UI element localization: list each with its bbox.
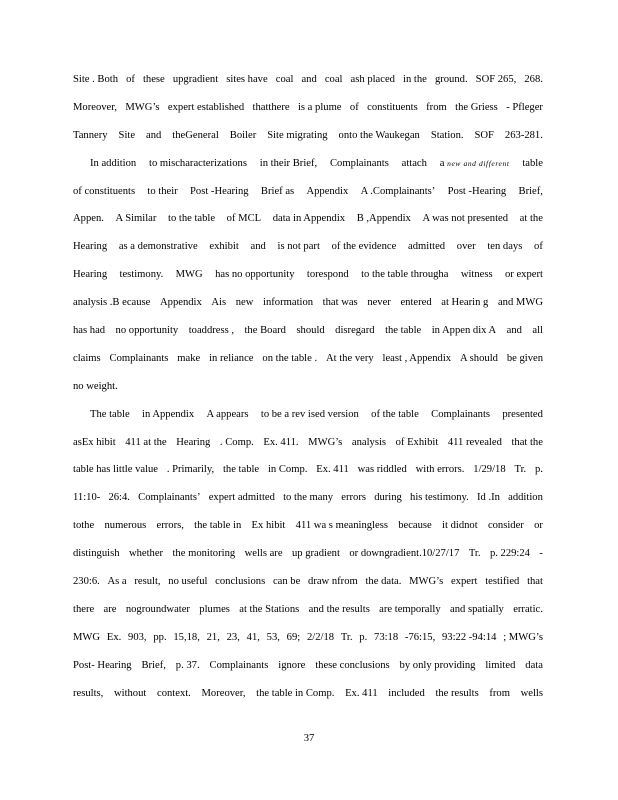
text-word: 23, — [226, 631, 240, 643]
text-word: Id .In — [477, 492, 500, 504]
text-word: ash placed — [350, 74, 395, 85]
text-word: there — [73, 603, 95, 615]
text-word: of the table — [371, 408, 419, 420]
text-line — [73, 122, 543, 150]
text-word: and MWG — [497, 297, 543, 309]
text-word: Complainants — [209, 659, 269, 671]
text-word: - Pfleger — [506, 101, 543, 113]
text-line — [73, 317, 543, 345]
text-word: Ex. — [106, 631, 122, 643]
text-word: ten days — [487, 241, 523, 253]
text-word: 53, — [266, 631, 280, 643]
text-word: witness — [460, 269, 493, 281]
text-word: least , Appendix — [382, 352, 452, 364]
text-word: and — [506, 325, 522, 337]
text-word: p. 37. — [175, 659, 200, 671]
text-word: MWG’s — [409, 576, 444, 588]
text-word: in Appendix — [142, 408, 195, 420]
text-word: information — [263, 297, 314, 309]
text-word: 903, — [128, 631, 147, 643]
text-word: asEx hibit — [73, 436, 116, 448]
text-word: ; MWG’s — [503, 631, 543, 643]
text-word: admitted — [408, 241, 446, 253]
text-word: never — [367, 297, 391, 309]
text-word: ground. — [434, 74, 468, 85]
text-word: as a demonstrative — [118, 241, 198, 253]
text-line — [73, 178, 543, 206]
text-word: sites have — [226, 74, 268, 85]
text-line — [73, 596, 543, 624]
text-word: Appendix — [160, 297, 202, 309]
text-line — [73, 150, 543, 178]
text-word: or expert — [504, 269, 543, 281]
text-word: was riddled — [357, 464, 407, 476]
text-word: In addition — [90, 157, 137, 169]
text-word: . Primarily, — [166, 464, 215, 476]
text-word: - — [539, 548, 543, 560]
text-word: of MCL — [226, 213, 262, 225]
text-word: all — [532, 325, 543, 337]
text-word: 21, — [206, 631, 220, 643]
text-word: or downgradient.10/27/17 — [349, 548, 460, 560]
text-word: onto the Waukegan — [338, 129, 420, 141]
text-word: from — [489, 687, 510, 699]
text-word: -76:15, — [404, 631, 436, 643]
text-word: consider — [487, 520, 524, 532]
text-word: be given — [506, 352, 543, 364]
text-word: because — [398, 520, 432, 532]
text-word: constituents — [367, 101, 418, 113]
text-word: 411 wa s meaningless — [295, 520, 388, 532]
text-word: and — [146, 129, 162, 141]
text-word: Boiler — [229, 129, 257, 141]
text-word: numerous — [104, 520, 147, 532]
text-word: entered — [400, 297, 432, 309]
text-word: torespond — [306, 269, 349, 281]
text-line — [73, 512, 543, 540]
text-word: that the — [511, 436, 543, 448]
text-word: Tannery — [73, 129, 108, 141]
text-word: these — [142, 74, 165, 85]
text-word: no opportunity — [115, 325, 179, 337]
text-word: has had — [73, 325, 106, 337]
text-word: plumes — [199, 603, 230, 615]
text-line — [73, 680, 543, 708]
text-line — [73, 261, 543, 289]
text-line — [73, 456, 543, 484]
text-word: Complainants’ — [138, 492, 201, 504]
text-word: Ex hibit — [251, 520, 286, 532]
text-word: of — [534, 241, 543, 253]
text-word: analysis — [351, 436, 387, 448]
text-word: is a plume — [297, 101, 342, 113]
text-word: conclusions — [215, 576, 266, 588]
text-word: MWG — [175, 269, 203, 281]
text-word: make — [177, 352, 201, 364]
text-word: of — [349, 101, 359, 113]
text-word: his testimony. — [410, 492, 469, 504]
text-word: of — [126, 74, 135, 85]
text-word: MWG’s — [125, 101, 160, 113]
text-word: distinguish — [73, 548, 120, 560]
text-word: 69; — [286, 631, 301, 643]
text-word: and — [250, 241, 266, 253]
text-word: Site — [118, 129, 136, 141]
text-word: 26:4. — [108, 492, 130, 504]
text-word: of constituents — [73, 185, 136, 197]
text-word: As a — [107, 576, 127, 588]
text-line — [73, 289, 543, 317]
text-line — [73, 66, 543, 94]
text-word: analysis .B ecause — [73, 297, 151, 309]
text-word: context. — [157, 687, 191, 699]
text-word: in Comp. — [267, 464, 308, 476]
text-word: toaddress , — [188, 325, 235, 337]
text-line — [73, 484, 543, 512]
text-word: A .Complainants’ — [360, 185, 436, 197]
text-word: Moreover, — [73, 101, 117, 113]
text-word: coal — [275, 74, 294, 85]
text-word: Tr. — [340, 631, 353, 643]
text-line — [73, 345, 543, 373]
text-word: and the results — [308, 603, 370, 615]
body-text — [73, 66, 543, 707]
text-word: in reliance — [209, 352, 254, 364]
text-word: 1/29/18 — [473, 464, 506, 476]
text-word: in their Brief, — [259, 157, 318, 169]
text-word: ignore — [278, 659, 306, 671]
text-word: p. — [535, 464, 543, 476]
text-word: with errors. — [415, 464, 465, 476]
text-word: Ais — [211, 297, 227, 309]
text-line — [73, 429, 543, 457]
text-word: claims — [73, 352, 101, 364]
text-word: to the table — [168, 213, 216, 225]
text-word: up gradient — [291, 548, 340, 560]
text-line — [73, 233, 543, 261]
text-word: the results — [435, 687, 479, 699]
text-word: result, — [134, 576, 161, 588]
text-word: Complainants — [431, 408, 491, 420]
text-word: to mischaracterizations — [149, 157, 247, 169]
text-word: 2/2/18 — [306, 631, 335, 643]
text-word: should — [296, 325, 325, 337]
text-word: 93:22 -94:14 — [442, 631, 497, 643]
text-word: Station. — [430, 129, 464, 141]
text-word: Site . Both — [73, 74, 119, 85]
text-word: it didnot — [442, 520, 478, 532]
text-word: testified — [485, 576, 520, 588]
text-word: included — [388, 687, 425, 699]
text-word: Site migrating — [267, 129, 328, 141]
text-word: at Hearin g — [441, 297, 489, 309]
text-word: to the many — [283, 492, 334, 504]
text-word: p. — [359, 631, 368, 643]
text-word: results, — [73, 687, 104, 699]
text-word: the monitoring — [172, 548, 236, 560]
text-word: The table — [90, 408, 130, 420]
text-word: 11:10- — [73, 492, 101, 504]
text-word: Hearing — [73, 269, 108, 281]
text-word: Appen. — [73, 213, 104, 225]
text-word: or — [534, 520, 543, 532]
text-word: 268. — [524, 74, 543, 85]
text-word: 230:6. — [73, 576, 100, 588]
text-word: of Exhibit — [395, 436, 439, 448]
text-word: Ex. 411 — [345, 687, 378, 699]
text-word: are temporally — [379, 603, 441, 615]
text-line — [73, 401, 543, 429]
text-word: thatthere — [252, 101, 290, 113]
text-word: theGeneral — [172, 129, 219, 141]
text-word: A appears — [206, 408, 249, 420]
text-word: limited — [485, 659, 516, 671]
text-word: MWG — [73, 631, 101, 643]
text-word: attach — [401, 157, 427, 169]
text-word: during — [374, 492, 402, 504]
text-word: Ex. 411. — [263, 436, 299, 448]
text-word: Complainants — [109, 352, 169, 364]
text-word: A was not presented — [422, 213, 509, 225]
text-word: in the — [403, 74, 427, 85]
text-word: Complainants — [329, 157, 389, 169]
text-word: are — [103, 603, 117, 615]
text-word: Post -Hearing — [447, 185, 507, 197]
text-word: B ,Appendix — [356, 213, 411, 225]
text-word: without — [113, 687, 147, 699]
text-word: testimony. — [119, 269, 164, 281]
text-word: Moreover, — [201, 687, 246, 699]
text-word: exhibit — [209, 241, 239, 253]
text-word: expert — [450, 576, 478, 588]
text-line — [73, 540, 543, 568]
text-word: wells are — [244, 548, 283, 560]
text-word: 15,18, — [173, 631, 200, 643]
text-word: data in Appendix — [272, 213, 346, 225]
text-word: the Board — [244, 325, 286, 337]
text-word: A should — [459, 352, 498, 364]
text-word: Tr. — [514, 464, 527, 476]
text-word: Tr. — [468, 548, 481, 560]
text-word: of the evidence — [331, 241, 397, 253]
text-word: upgradient — [172, 74, 219, 85]
text-word: expert established — [167, 101, 245, 113]
text-word: 263-281. — [504, 129, 543, 141]
text-word: at the Stations — [239, 603, 300, 615]
text-word: table has little value — [73, 464, 159, 476]
text-word: . Comp. — [219, 436, 254, 448]
text-word: 41, — [246, 631, 260, 643]
text-word: data — [525, 659, 543, 671]
text-word: disregard — [335, 325, 375, 337]
text-word: has no opportunity — [215, 269, 295, 281]
text-word: MWG’s — [308, 436, 343, 448]
text-line — [73, 373, 543, 401]
text-word: draw nfrom — [308, 576, 358, 588]
text-word: and spatially — [450, 603, 504, 615]
text-word: Post- Hearing — [73, 659, 132, 671]
page-number: 37 — [303, 733, 315, 744]
text-word: the table in Comp. — [256, 687, 335, 699]
text-word: no weight. — [73, 380, 118, 392]
text-word: no useful — [168, 576, 208, 588]
text-word: Hearing — [176, 436, 211, 448]
text-word: errors, — [156, 520, 184, 532]
text-word: errors — [341, 492, 366, 504]
text-word: Hearing — [73, 241, 108, 253]
text-word: SOF — [474, 129, 494, 141]
text-word: Brief, — [141, 659, 166, 671]
text-word: tothe — [73, 520, 95, 532]
text-word: the table — [222, 464, 260, 476]
text-word: on the table . — [262, 352, 318, 364]
text-line — [73, 205, 543, 233]
text-word: by only providing — [399, 659, 476, 671]
text-word: to their — [147, 185, 178, 197]
text-word: erratic. — [513, 603, 543, 615]
text-word: At the very — [325, 352, 374, 364]
text-line — [73, 624, 543, 652]
emphasized-phrase: a new and different — [439, 157, 510, 169]
text-word: Brief as — [260, 185, 295, 197]
text-word: pp. — [153, 631, 167, 643]
text-word: the table in — [194, 520, 242, 532]
text-word: can be — [272, 576, 301, 588]
text-word: presented — [502, 408, 543, 420]
text-word: is not part — [277, 241, 320, 253]
text-word: coal — [324, 74, 343, 85]
text-word: from — [426, 101, 447, 113]
text-word: that — [527, 576, 543, 588]
text-word: wells — [520, 687, 543, 699]
text-word: in Appen dix A — [431, 325, 497, 337]
text-word: the table — [385, 325, 422, 337]
text-line — [73, 652, 543, 680]
text-word: A Similar — [115, 213, 157, 225]
text-word: at the — [519, 213, 543, 225]
text-word: 73:18 — [374, 631, 399, 643]
text-word: over — [456, 241, 476, 253]
text-word: Post -Hearing — [190, 185, 249, 197]
text-word: the data. — [365, 576, 402, 588]
text-word: table — [522, 157, 543, 169]
text-word: to the table throughа — [361, 269, 449, 281]
text-word: SOF 265, — [475, 74, 517, 85]
text-line — [73, 568, 543, 596]
text-word: these conclusions — [315, 659, 390, 671]
text-word: and — [301, 74, 317, 85]
text-word: new — [235, 297, 254, 309]
text-word: whether — [128, 548, 164, 560]
text-word: to be a rev ised version — [260, 408, 359, 420]
text-word: Ex. 411 — [316, 464, 349, 476]
text-word: nogroundwater — [125, 603, 190, 615]
text-word: the Griess — [455, 101, 498, 113]
text-word: p. 229:24 — [489, 548, 530, 560]
text-word: expert admitted — [208, 492, 275, 504]
text-line — [73, 94, 543, 122]
text-word: addition — [508, 492, 543, 504]
text-word: that was — [322, 297, 358, 309]
text-word: 411 revealed — [447, 436, 502, 448]
text-word: 411 at the — [125, 436, 167, 448]
text-word: Brief, — [518, 185, 543, 197]
text-word: Appendix — [306, 185, 349, 197]
